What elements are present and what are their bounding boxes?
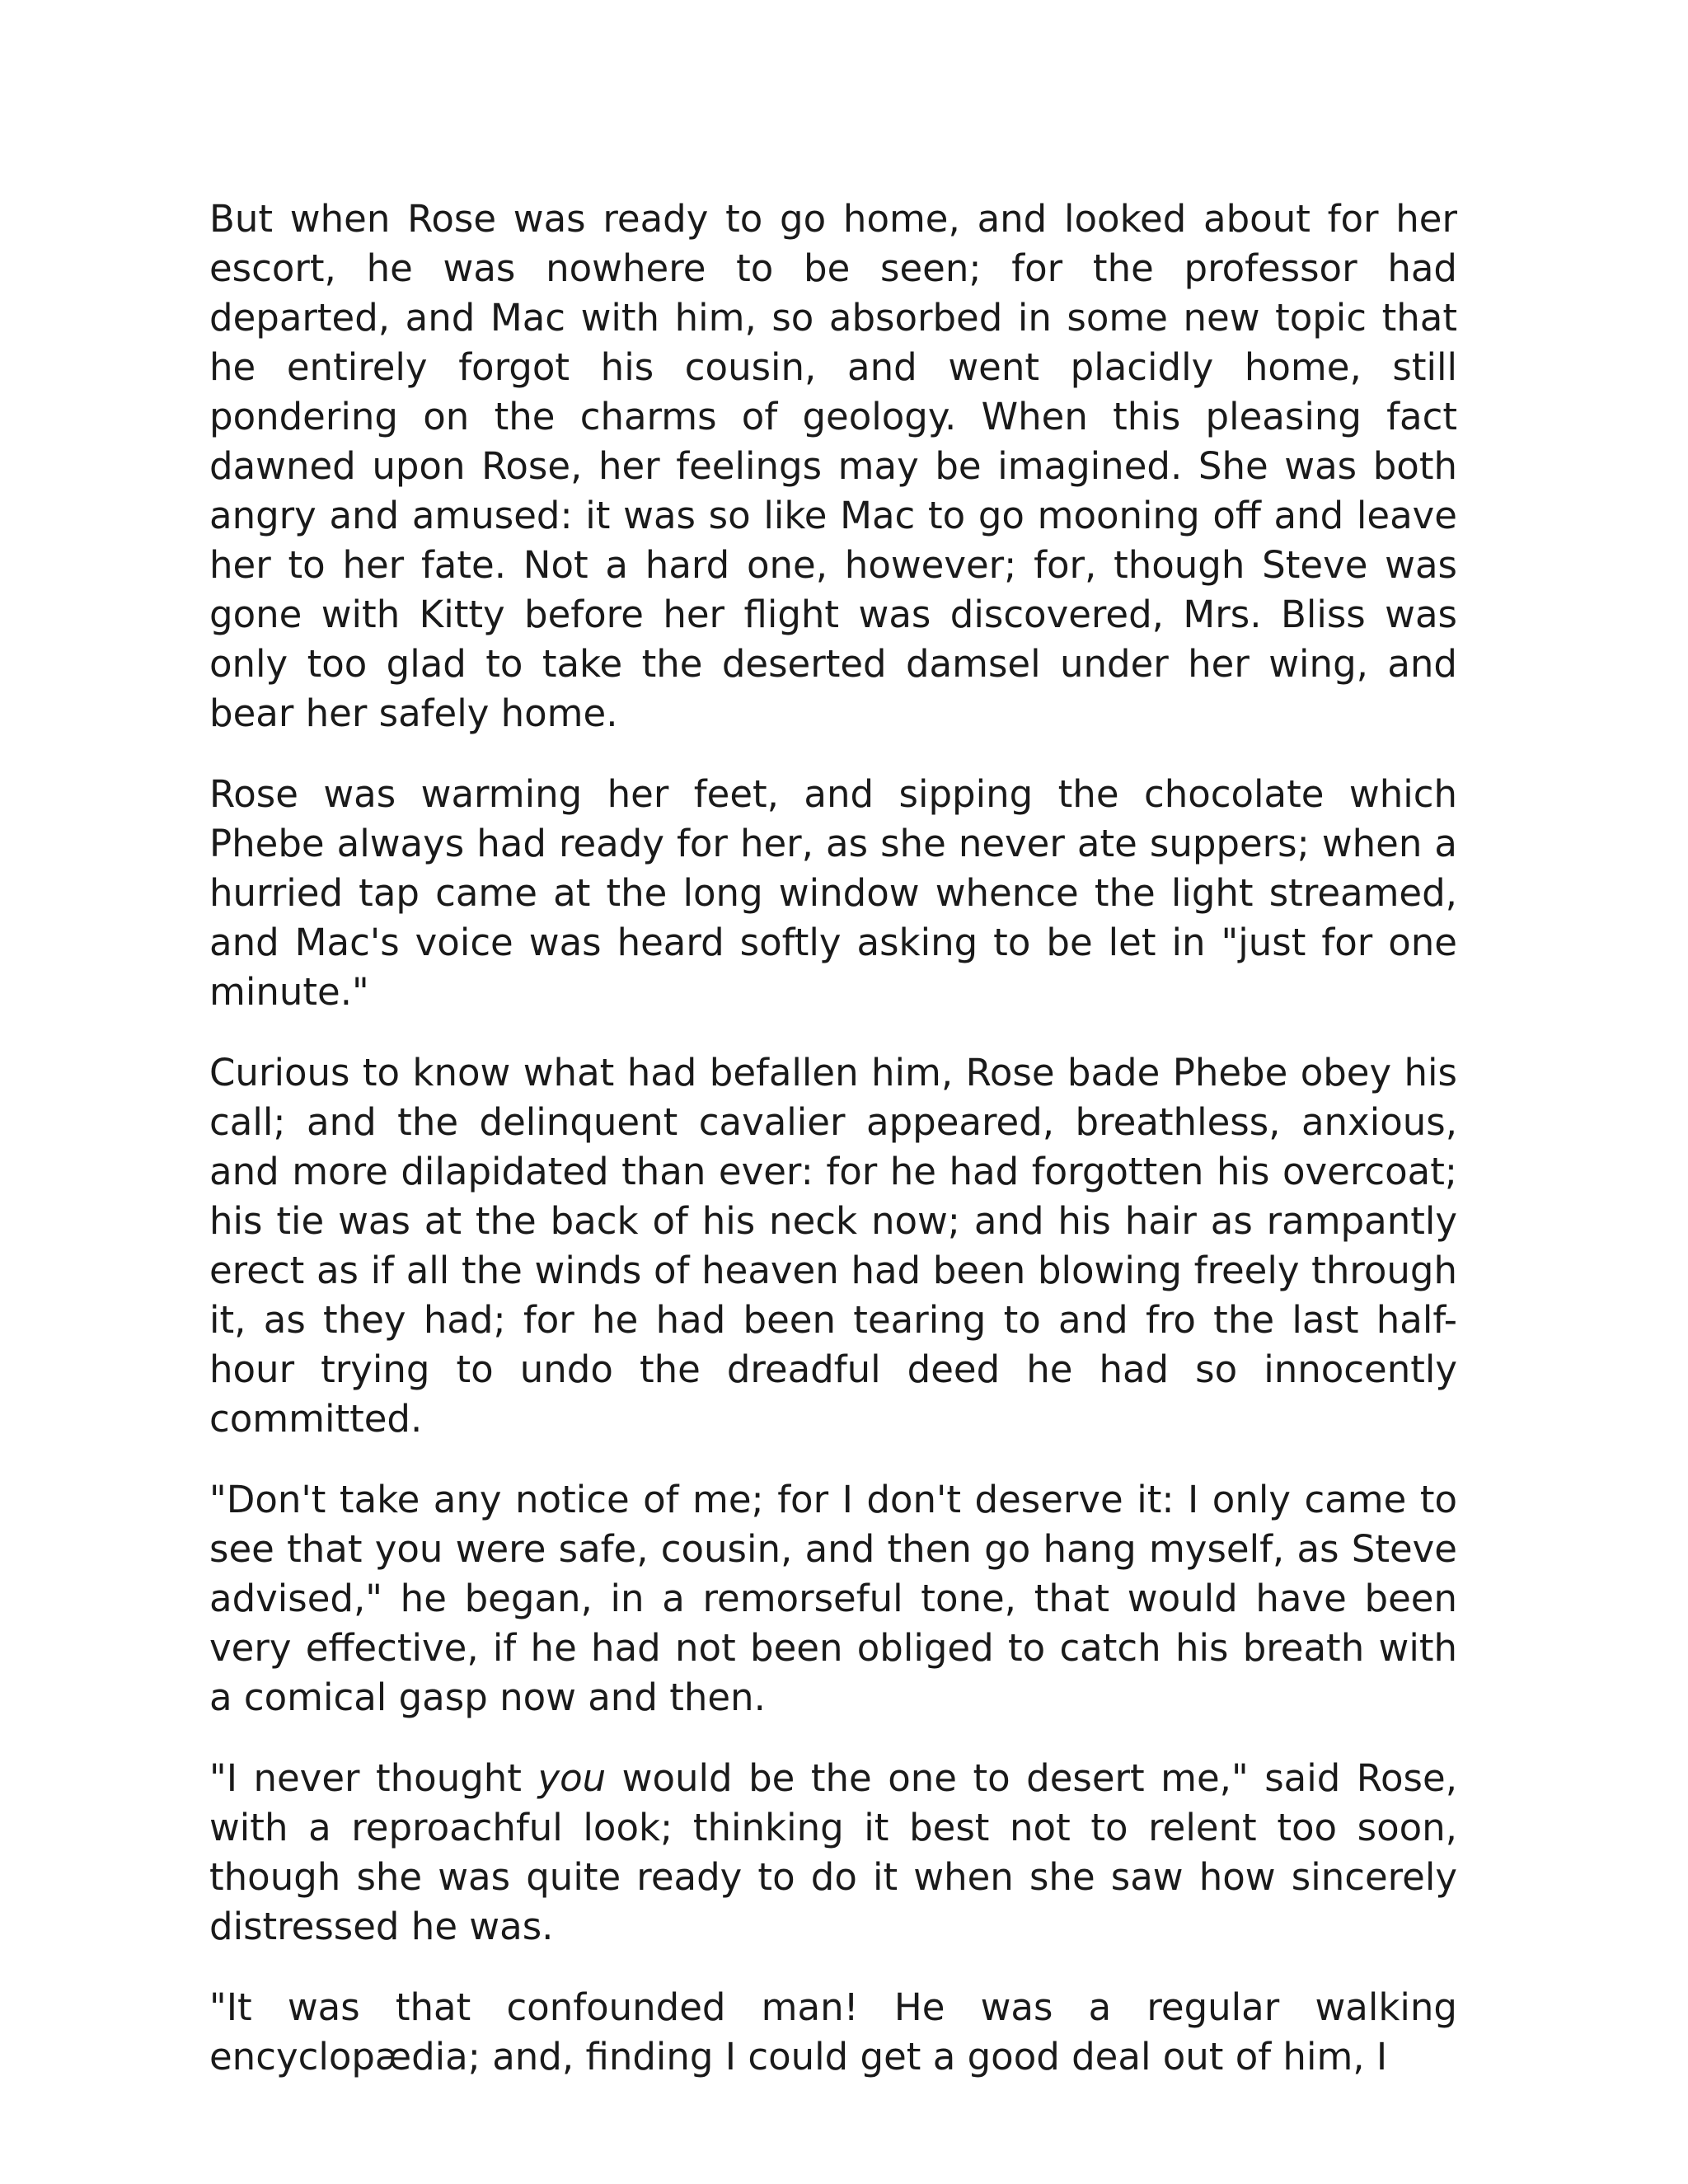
paragraph-3: Curious to know what had befallen him, Rose bade Phebe obey his call; and the delinquent cavalier appeared, breathless, anxious, and more dilapidated than ever: for he had forgotten his overcoat; his tie was at the back of his neck now; and his hair as rampantly erect as if all the winds of heaven had been blowing freely through it, as they had; for he had been tearing to and fro the last half-hour trying to undo the dreadful deed he had so innocently committed. (209, 1051, 1457, 1441)
paragraph-5-emphasis: you (537, 1756, 607, 1800)
paragraph-2: Rose was warming her feet, and sipping the chocolate which Phebe always had ready for her, as she never ate suppers; when a hurried tap came at the long window whence the light streamed, and Mac's voice was heard softly asking to be let in "just for one minute." (209, 772, 1457, 1014)
page-text (209, 194, 1457, 2082)
paragraph-4: "Don't take any notice of me; for I don't deserve it: I only came to see that you were safe, cousin, and then go hang myself, as Steve advised," he began, in a remorseful tone, that would have been very effective, if he had not been obliged to catch his breath with a comical gasp now and then. (209, 1478, 1457, 1719)
paragraph-6: "It was that confounded man! He was a regular walking encyclopædia; and, finding I could get a good deal out of him, I (209, 1985, 1457, 2079)
paragraph-5 (209, 1754, 1457, 1952)
paragraph-1: But when Rose was ready to go home, and looked about for her escort, he was nowhere to be seen; for the professor had departed, and Mac with him, so absorbed in some new topic that he entirely forgot his cousin, and went placidly home, still pondering on the charms of geology. When this pleasing fact dawned upon Rose, her feelings may be imagined. She was both angry and amused: it was so like Mac to go mooning off and leave her to her fate. Not a hard one, however; for, though Steve was gone with Kitty before her flight was discovered, Mrs. Bliss was only too glad to take the deserted damsel under her wing, and bear her safely home. (209, 197, 1457, 735)
paragraph-5-after: would be the one to desert me," said Rose, with a reproachful look; thinking it best not to relent too soon, though she was quite ready to do it when she saw how sincerely distressed he was. (209, 1756, 1457, 1948)
paragraph-5-before: "I never thought (209, 1756, 538, 1800)
